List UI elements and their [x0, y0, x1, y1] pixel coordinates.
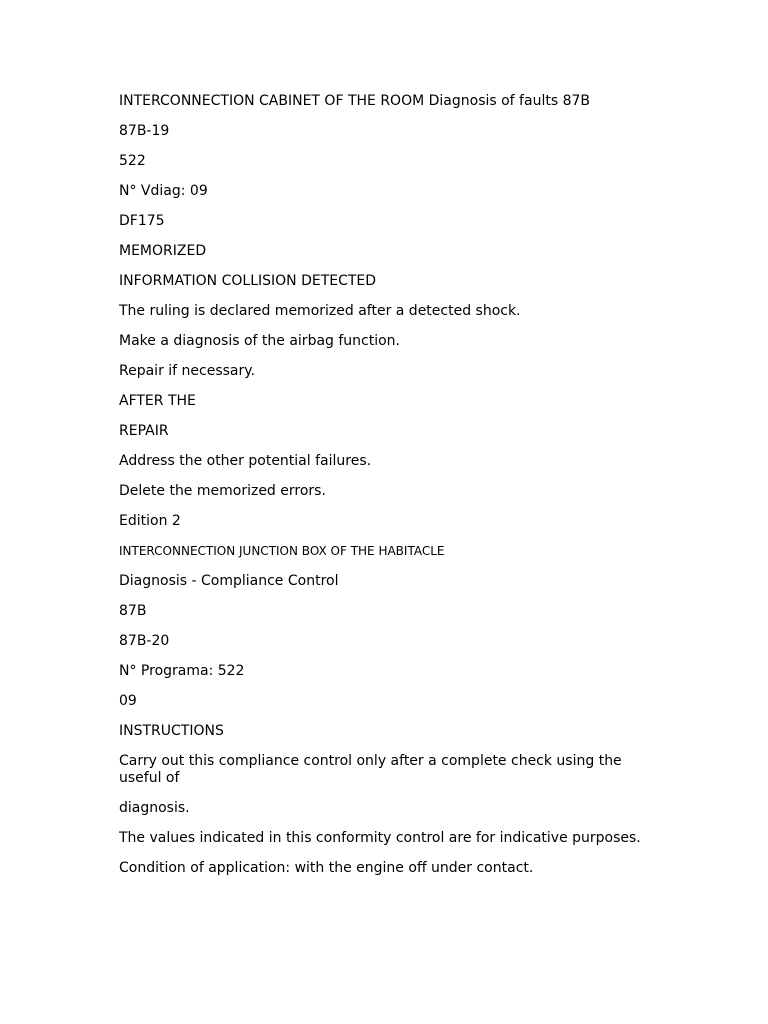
document-page: [119, 93, 649, 890]
program-number: 522: [119, 153, 146, 169]
header-title: INTERCONNECTION CABINET OF THE ROOM Diagnosis of faults 87B: [119, 93, 590, 109]
text-line: Repair if necessary.: [119, 363, 256, 379]
text-line: Carry out this compliance control only after a complete check using the useful of: [119, 753, 622, 786]
after-repair-heading-2: REPAIR: [119, 423, 169, 439]
instructions-heading: INSTRUCTIONS: [119, 723, 224, 739]
text-line: Delete the memorized errors.: [119, 483, 326, 499]
text-line: Make a diagnosis of the airbag function.: [119, 333, 401, 349]
vdiag-value: 09: [119, 693, 137, 709]
section-subtitle: Diagnosis - Compliance Control: [119, 573, 339, 589]
text-line: The ruling is declared memorized after a detected shock.: [119, 303, 521, 319]
text-line: Address the other potential failures.: [119, 453, 372, 469]
text-line: diagnosis.: [119, 800, 190, 816]
edition-label: Edition 2: [119, 513, 181, 529]
after-repair-heading: AFTER THE: [119, 393, 196, 409]
program-label: N° Programa: 522: [119, 663, 245, 679]
text-line: Condition of application: with the engine off under contact.: [119, 860, 534, 876]
fault-status: MEMORIZED: [119, 243, 207, 259]
fault-description: INFORMATION COLLISION DETECTED: [119, 273, 377, 289]
page-reference: 87B-19: [119, 123, 170, 139]
fault-code: DF175: [119, 213, 165, 229]
vdiag-number: N° Vdiag: 09: [119, 183, 208, 199]
section-code: 87B: [119, 603, 147, 619]
page-reference-2: 87B-20: [119, 633, 170, 649]
text-line: The values indicated in this conformity control are for indicative purposes.: [119, 830, 641, 846]
section-title: INTERCONNECTION JUNCTION BOX OF THE HABITACLE: [119, 544, 445, 558]
